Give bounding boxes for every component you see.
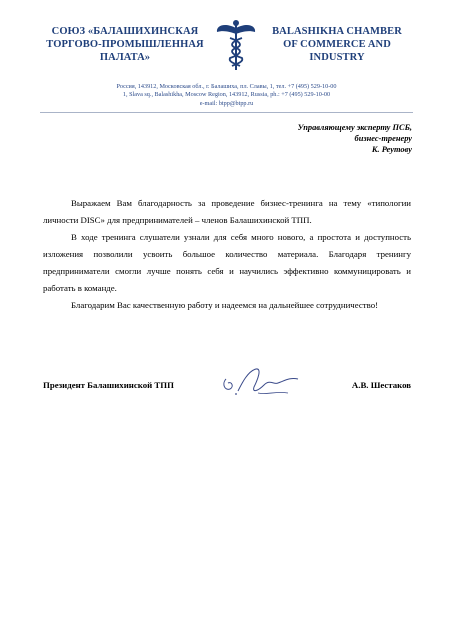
org-name-en-line: OF COMMERCE AND (283, 39, 391, 50)
letterhead-address (40, 83, 413, 108)
signature-block (43, 376, 411, 412)
handwritten-signature-icon (218, 361, 308, 403)
addressee-block (298, 122, 412, 156)
org-name-en (262, 25, 412, 64)
addressee-line: К. Реутову (371, 145, 412, 155)
signatory-title: Президент Балашихинской ТПП (43, 380, 174, 390)
addressee-line: бизнес-тренеру (354, 134, 412, 144)
letter-body (43, 195, 411, 314)
address-line-en: 1, Slava sq., Balashikha, Moscow Region, 143912, Russia, ph.: +7 (495) 529-10-00 (122, 91, 331, 99)
body-paragraph: Благодарим Вас качественную работу и надеемся на дальнейшее сотрудничество! (71, 300, 379, 310)
org-name-ru (40, 25, 210, 64)
addressee-line: Управляющему эксперту ПСБ, (297, 123, 412, 132)
org-name-ru-line: ТОРГОВО-ПРОМЫШЛЕННАЯ (46, 39, 204, 50)
email-line: e-mail: btpp@btpp.ru (199, 99, 254, 107)
signatory-name: А.В. Шестаков (351, 380, 411, 390)
body-paragraph: В ходе тренинга слушатели узнали для себя много нового, а простота и доступность изложения позволили усвоить большое количество материала. Благодаря тренингу предприниматели смогли лучше понять себя и научились эффективно коммуницировать и работать в команде. (43, 232, 411, 293)
caduceus-logo-icon (214, 18, 258, 72)
letterhead-divider (40, 112, 413, 113)
address-line-ru: Россия, 143912, Московская обл., г. Балашиха, пл. Славы, 1, тел. +7 (495) 529-10-00 (116, 83, 337, 90)
body-paragraph: Выражаем Вам благодарность за проведение бизнес-тренинга на тему «типологии личности DISC» для предпринимателей – членов Балашихинской ТПП. (43, 198, 411, 225)
org-name-en-line: BALASHIKHA CHAMBER (272, 26, 402, 37)
org-name-en-line: INDUSTRY (309, 52, 365, 63)
org-name-ru-line: СОЮЗ «БАЛАШИХИНСКАЯ (51, 26, 199, 37)
org-name-ru-line: ПАЛАТА» (99, 52, 151, 63)
